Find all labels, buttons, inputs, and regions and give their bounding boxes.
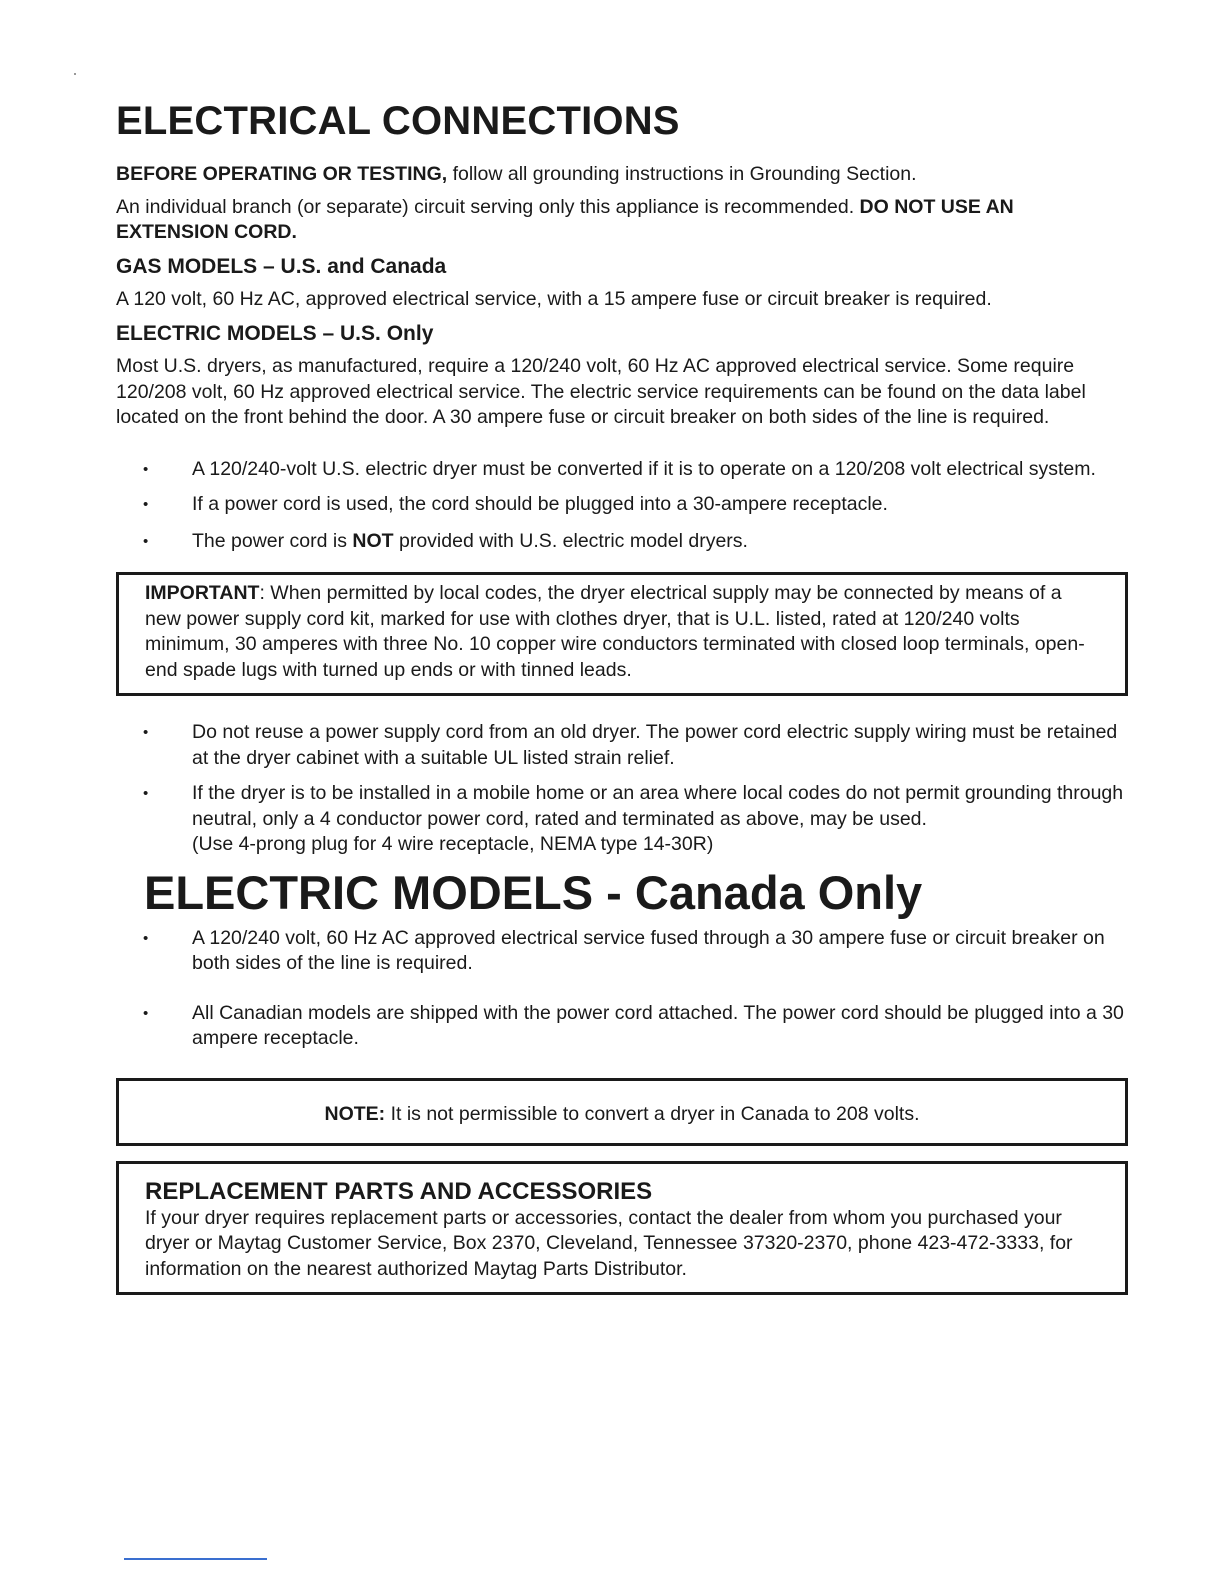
list-item: • If a power cord is used, the cord should be plugged into a 30-ampere receptacle. xyxy=(116,492,1128,518)
gas-models-heading: GAS MODELS – U.S. and Canada xyxy=(116,254,447,278)
document-page xyxy=(116,96,1128,1295)
gas-models-paragraph: A 120 volt, 60 Hz AC, approved electrical service, with a 15 ampere fuse or circuit breaker is required. xyxy=(116,287,992,310)
list-item: • A 120/240 volt, 60 Hz AC approved electrical service fused through a 30 ampere fuse or circuit breaker on both sides of the line is required. xyxy=(116,926,1128,977)
replacement-parts-paragraph: If your dryer requires replacement parts or accessories, contact the dealer from whom you purchased your dryer or Maytag Customer Service, Box 2370, Cleveland, Tennessee 37320-2370, phone 423-472-3333, for information on the nearest authorized Maytag Parts Distributor. xyxy=(145,1206,1073,1280)
replacement-parts-box xyxy=(116,1161,1128,1296)
electric-us-paragraph: Most U.S. dryers, as manufactured, require a 120/240 volt, 60 Hz AC approved electrical service. Some require 120/208 volt, 60 Hz approved electrical service. The electric service requirements can be found on the data label located on the front behind the door. A 30 ampere fuse or circuit breaker on both sides of the line is required. xyxy=(116,355,1086,428)
canada-bullets xyxy=(116,926,1128,1052)
cord-bullets xyxy=(116,720,1128,858)
note-box xyxy=(116,1078,1128,1146)
list-item: • All Canadian models are shipped with the power cord attached. The power cord should be plugged into a 30 ampere receptacle. xyxy=(116,1001,1128,1052)
grounding-paragraph: BEFORE OPERATING OR TESTING, follow all grounding instructions in Grounding Section. xyxy=(116,163,917,185)
electric-us-heading: ELECTRIC MODELS – U.S. Only xyxy=(116,322,434,345)
important-box xyxy=(116,572,1128,696)
important-paragraph: IMPORTANT: When permitted by local codes, the dryer electrical supply may be connected by means of a new power supply cord kit, marked for use with clothes dryer, that is U.L. listed, rated at 120/240 volts minimum, 30 amperes with three No. 10 copper wire conductors terminated with closed loop terminals, open-end spade lugs with turned up ends or with tinned leads. xyxy=(145,582,1085,681)
note-paragraph: NOTE: It is not permissible to convert a dryer in Canada to 208 volts. xyxy=(324,1102,920,1125)
list-item: • Do not reuse a power supply cord from an old dryer. The power cord electric supply wiring must be retained at the dryer cabinet with a suitable UL listed strain relief. xyxy=(116,720,1128,771)
branch-circuit-paragraph: An individual branch (or separate) circuit serving only this appliance is recommended. DO NOT USE AN EXTENSION CORD. xyxy=(116,195,1014,243)
list-item: • If the dryer is to be installed in a mobile home or an area where local codes do not permit grounding through neutral, only a 4 conductor power cord, rated and terminated as above, may be used. (Use 4-prong plug for 4 wire receptacle, NEMA type 14-30R) xyxy=(116,781,1128,858)
replacement-parts-heading: REPLACEMENT PARTS AND ACCESSORIES xyxy=(145,1177,653,1205)
list-item: • A 120/240-volt U.S. electric dryer must be converted if it is to operate on a 120/208 volt electrical system. xyxy=(116,457,1128,483)
nema-note: (Use 4-prong plug for 4 wire receptacle, NEMA type 14-30R) xyxy=(192,833,714,855)
footer-rule xyxy=(124,1558,267,1560)
canada-heading: ELECTRIC MODELS - Canada Only xyxy=(144,865,923,919)
page-title: ELECTRICAL CONNECTIONS xyxy=(116,99,680,143)
scan-speck xyxy=(74,73,76,75)
electric-us-bullets xyxy=(116,457,1128,555)
list-item: • The power cord is NOT provided with U.S. electric model dryers. xyxy=(116,529,1128,555)
